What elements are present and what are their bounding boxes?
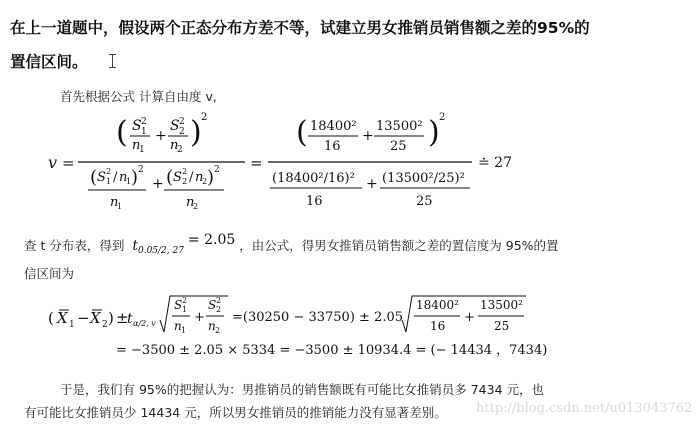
svg-text:2: 2 bbox=[193, 202, 199, 211]
t-label: t bbox=[132, 238, 138, 254]
den-value-4: 25 bbox=[416, 194, 433, 209]
svg-text:=: = bbox=[62, 154, 75, 172]
table-lookup-text bbox=[24, 232, 559, 256]
intro-text: 首先根据公式 计算自由度 v, bbox=[60, 89, 217, 104]
num-value-4: 25 bbox=[390, 139, 407, 154]
svg-text:1: 1 bbox=[181, 326, 187, 335]
svg-text:2: 2 bbox=[141, 117, 147, 127]
svg-text:(: ( bbox=[90, 167, 98, 188]
svg-text:18400²: 18400² bbox=[416, 298, 459, 312]
svg-text:25: 25 bbox=[494, 319, 510, 333]
svg-text:n: n bbox=[170, 138, 179, 153]
svg-text:2: 2 bbox=[182, 296, 188, 305]
svg-text:/: / bbox=[113, 170, 118, 185]
svg-text:(: ( bbox=[296, 115, 308, 150]
question-line-2: 置信区间。 bbox=[10, 53, 88, 71]
num-value-3: 13500² bbox=[376, 119, 423, 134]
num-value-2: 16 bbox=[324, 139, 341, 154]
interval-result: = −3500 ± 2.05 × 5334 = −3500 ± 10934.4 = (− 14434 ，7434) bbox=[116, 343, 548, 358]
svg-text:2: 2 bbox=[177, 145, 183, 155]
svg-text:S: S bbox=[173, 170, 182, 185]
svg-text:): ) bbox=[428, 115, 440, 150]
df-formula bbox=[40, 108, 520, 220]
svg-text:n: n bbox=[195, 170, 204, 185]
svg-text:2: 2 bbox=[439, 112, 446, 123]
interval-formula bbox=[40, 290, 560, 362]
den-value-1: (18400²/16)² bbox=[272, 171, 355, 186]
t-value: = 2.05 bbox=[187, 232, 236, 248]
svg-text:+: + bbox=[155, 128, 167, 144]
svg-text:2: 2 bbox=[106, 167, 112, 176]
svg-text:2: 2 bbox=[102, 320, 108, 330]
svg-text:): ) bbox=[108, 309, 114, 327]
svg-text:2: 2 bbox=[179, 127, 185, 137]
df-result: ≐ 27 bbox=[478, 155, 512, 171]
svg-text:t: t bbox=[127, 311, 133, 327]
conclusion-line-2: 有可能比女推销员少 14434 元，所以男女推销员的推销能力没有显著差别。 bbox=[24, 405, 447, 420]
svg-text:(: ( bbox=[48, 309, 54, 327]
svg-text:+: + bbox=[366, 176, 378, 192]
table-lookup-prefix: 查 t 分布表，得到 bbox=[24, 238, 125, 253]
num-value-1: 18400² bbox=[310, 119, 357, 134]
svg-text:+: + bbox=[464, 310, 475, 325]
interval-substitution: =(30250 − 33750) ± 2.05 bbox=[232, 310, 404, 325]
svg-text:S: S bbox=[170, 118, 180, 134]
svg-text:1: 1 bbox=[69, 320, 75, 330]
svg-text:−: − bbox=[77, 309, 90, 327]
svg-text:=: = bbox=[250, 154, 263, 172]
question-line-1: 在上一道题中，假设两个正态分布方差不等，试建立男女推销员销售额之差的95%的 bbox=[10, 19, 590, 37]
svg-text:(: ( bbox=[116, 115, 128, 150]
svg-text:n: n bbox=[119, 170, 128, 185]
svg-text:/: / bbox=[189, 170, 194, 185]
table-lookup-line-2: 信区间为 bbox=[24, 266, 75, 281]
svg-text:1: 1 bbox=[141, 127, 147, 137]
svg-text:2: 2 bbox=[138, 165, 144, 175]
den-value-2: 16 bbox=[306, 194, 323, 209]
svg-text:2: 2 bbox=[216, 296, 222, 305]
svg-text:S: S bbox=[97, 170, 106, 185]
svg-text:n: n bbox=[132, 138, 141, 153]
svg-text:): ) bbox=[131, 167, 139, 188]
svg-text:2: 2 bbox=[182, 167, 188, 176]
formula-lhs: v bbox=[48, 153, 58, 172]
svg-text:S: S bbox=[132, 118, 142, 134]
svg-text:n: n bbox=[174, 319, 182, 333]
svg-text:n: n bbox=[208, 319, 216, 333]
svg-text:+: + bbox=[362, 128, 374, 144]
svg-text:X: X bbox=[90, 309, 101, 327]
svg-text:α/2, v: α/2, v bbox=[133, 319, 156, 328]
svg-text:±: ± bbox=[116, 309, 129, 327]
svg-text:+: + bbox=[152, 176, 164, 192]
svg-text:1: 1 bbox=[139, 145, 145, 155]
svg-text:13500²: 13500² bbox=[480, 298, 523, 312]
svg-text:1: 1 bbox=[117, 202, 123, 211]
svg-text:n: n bbox=[110, 195, 119, 210]
svg-text:+: + bbox=[194, 310, 205, 325]
svg-text:2: 2 bbox=[202, 177, 208, 186]
svg-text:16: 16 bbox=[430, 319, 446, 333]
t-subscript: 0.05/2, 27 bbox=[137, 246, 184, 256]
svg-text:2: 2 bbox=[216, 305, 222, 314]
svg-text:2: 2 bbox=[182, 177, 188, 186]
svg-text:2: 2 bbox=[214, 165, 220, 175]
table-lookup-suffix: ，由公式，得男女推销员销售额之差的置信度为 95%的置 bbox=[239, 238, 559, 253]
text-cursor-icon bbox=[112, 54, 119, 68]
svg-text:): ) bbox=[207, 167, 215, 188]
svg-text:X: X bbox=[57, 309, 68, 327]
svg-text:1: 1 bbox=[182, 305, 188, 314]
svg-text:1: 1 bbox=[126, 177, 132, 186]
svg-text:S: S bbox=[174, 298, 183, 312]
svg-text:S: S bbox=[208, 298, 217, 312]
svg-text:2: 2 bbox=[215, 326, 221, 335]
conclusion-line-1: 于是，我们有 95%的把握认为：男推销员的销售额既有可能比女推销员多 7434 元，也 bbox=[60, 382, 545, 397]
svg-text:1: 1 bbox=[106, 177, 112, 186]
svg-text:n: n bbox=[186, 195, 195, 210]
watermark: http://blog.csdn.net/u013043762 bbox=[476, 401, 693, 416]
svg-text:(: ( bbox=[166, 167, 174, 188]
svg-text:2: 2 bbox=[179, 117, 185, 127]
svg-text:): ) bbox=[190, 115, 202, 150]
den-value-3: (13500²/25)² bbox=[382, 171, 465, 186]
svg-text:2: 2 bbox=[201, 112, 208, 123]
